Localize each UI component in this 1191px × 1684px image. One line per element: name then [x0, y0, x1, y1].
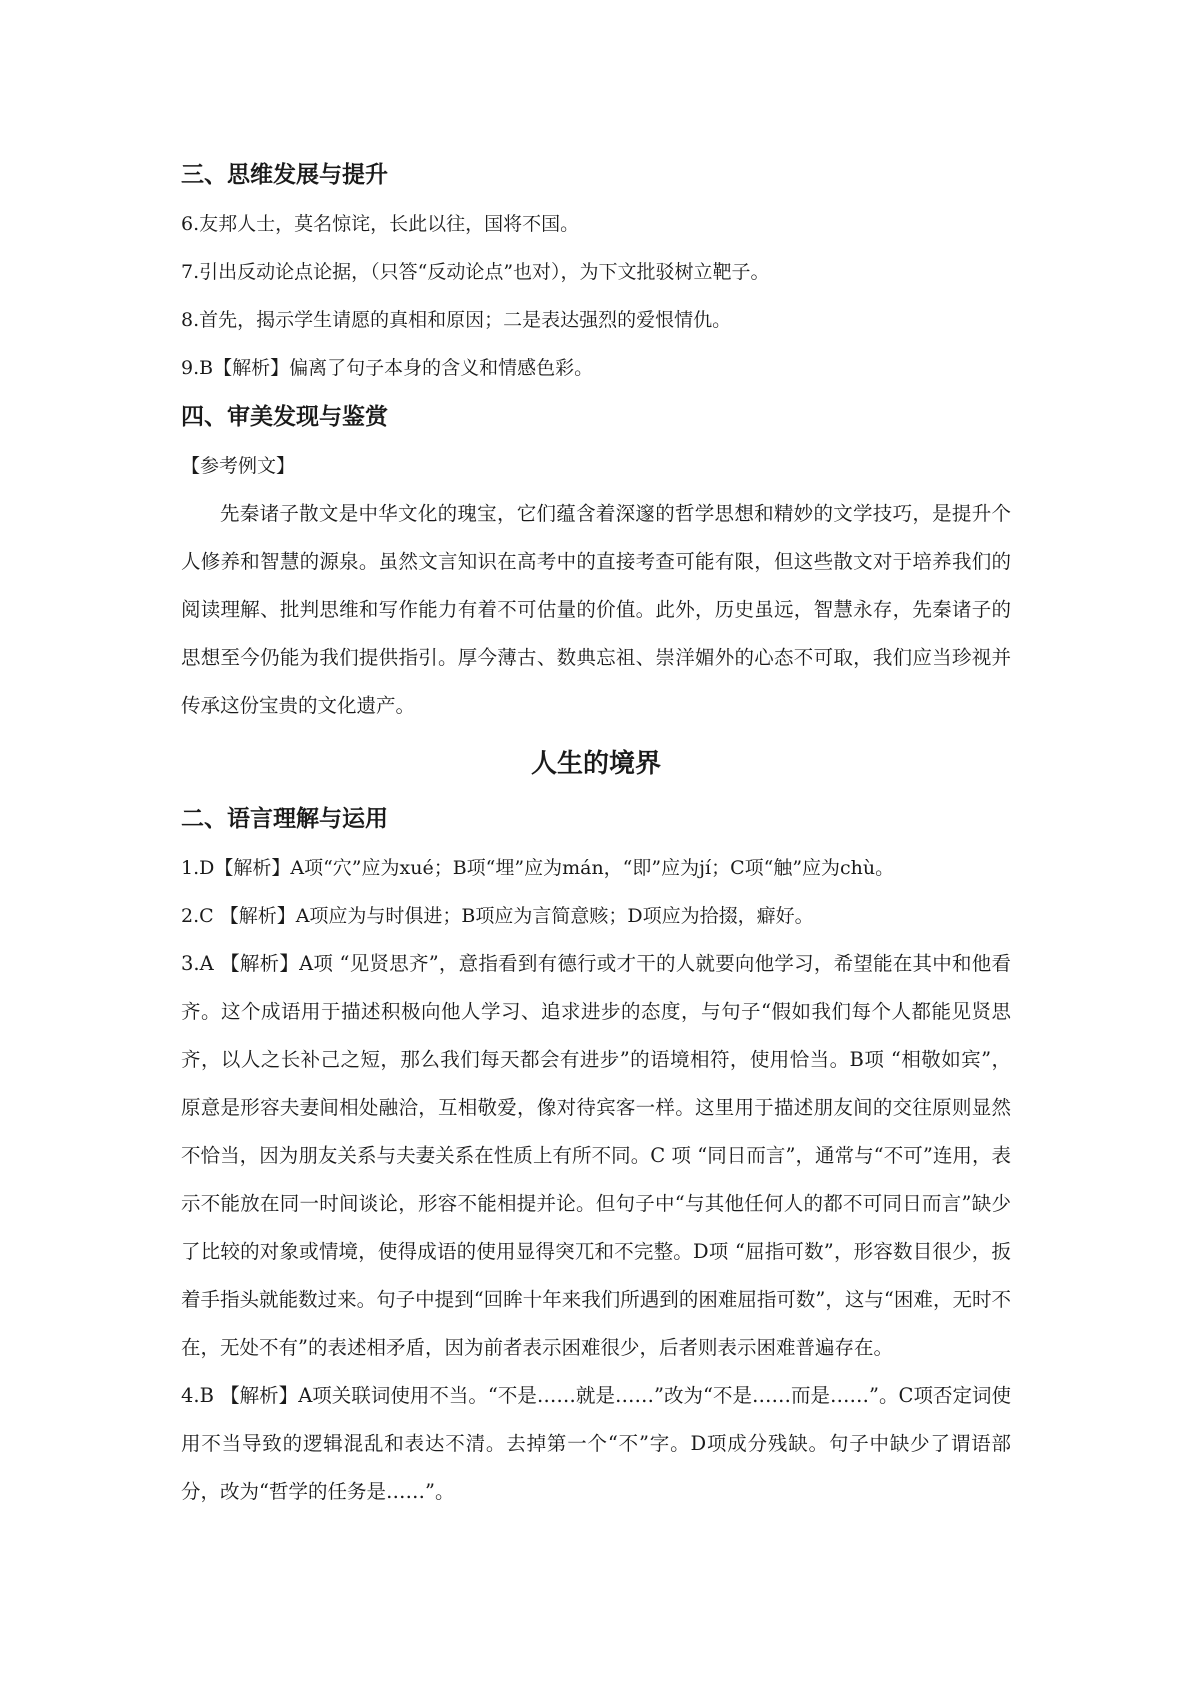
answer-item-3: 3.A 【解析】A项 “见贤思齐”，意指看到有德行或才干的人就要向他学习，希望能在其中和他看齐。这个成语用于描述积极向他人学习、追求进步的态度，与句子“假如我们每个人都能见贤思齐，以人之长补己之短，那么我们每天都会有进步”的语境相符，使用恰当。B项 “相敬如宾”，原意是形容夫妻间相处融洽，互相敬爱，像对待宾客一样。这里用于描述朋友间的交往原则显然不恰当，因为朋友关系与夫妻关系在性质上有所不同。C 项 “同日而言”，通常与“不可”连用，表示不能放在同一时间谈论，形容不能相提并论。但句子中“与其他任何人的都不可同日而言”缺少了比较的对象或情境，使得成语的使用显得突兀和不完整。D项 “屈指可数”，形容数目很少，扳着手指头就能数过来。句子中提到“回眸十年来我们所遇到的困难屈指可数”，这与“困难，无时不在，无处不有”的表述相矛盾，因为前者表示困难很少，后者则表示困难普遍存在。 [181, 952, 1011, 1359]
answer-item-9: 9.B【解析】偏离了句子本身的含义和情感色彩。 [181, 357, 594, 379]
section-heading-thinking: 三、思维发展与提升 [181, 162, 388, 188]
reference-essay-paragraph: 先秦诸子散文是中华文化的瑰宝，它们蕴含着深邃的哲学思想和精妙的文学技巧，是提升个人修养和智慧的源泉。虽然文言知识在高考中的直接考查可能有限，但这些散文对于培养我们的阅读理解、批判思维和写作能力有着不可估量的价值。此外，历史虽远，智慧永存，先秦诸子的思想至今仍能为我们提供指引。厚今薄古、数典忘祖、崇洋媚外的心态不可取，我们应当珍视并传承这份宝贵的文化遗产。 [181, 502, 1011, 717]
article-title: 人生的境界 [530, 749, 661, 779]
section-heading-language: 二、语言理解与运用 [181, 806, 388, 832]
answer-item-7: 7.引出反动论点论据，（只答“反动论点”也对），为下文批驳树立靶子。 [181, 261, 770, 283]
answer-item-1: 1.D【解析】A项“穴”应为xué；B项“埋”应为mán，“即”应为jí；C项“触”应为chù。 [181, 857, 895, 879]
answer-item-2: 2.C 【解析】A项应为与时俱进；B项应为言简意赅；D项应为拾掇，癖好。 [181, 905, 814, 927]
answer-item-4: 4.B 【解析】A项关联词使用不当。“不是……就是……”改为“不是……而是……”。C项否定词使用不当导致的逻辑混乱和表达不清。去掉第一个“不”字。D项成分残缺。句子中缺少了谓语部分，改为“哲学的任务是……”。 [181, 1384, 1011, 1503]
document-content [181, 150, 1011, 1516]
section-heading-aesthetics: 四、审美发现与鉴赏 [181, 404, 388, 430]
answer-item-6: 6.友邦人士，莫名惊诧，长此以往，国将不国。 [181, 213, 580, 235]
reference-essay-label: 【参考例文】 [181, 455, 296, 477]
answer-item-8: 8.首先，揭示学生请愿的真相和原因；二是表达强烈的爱恨情仇。 [181, 309, 732, 331]
